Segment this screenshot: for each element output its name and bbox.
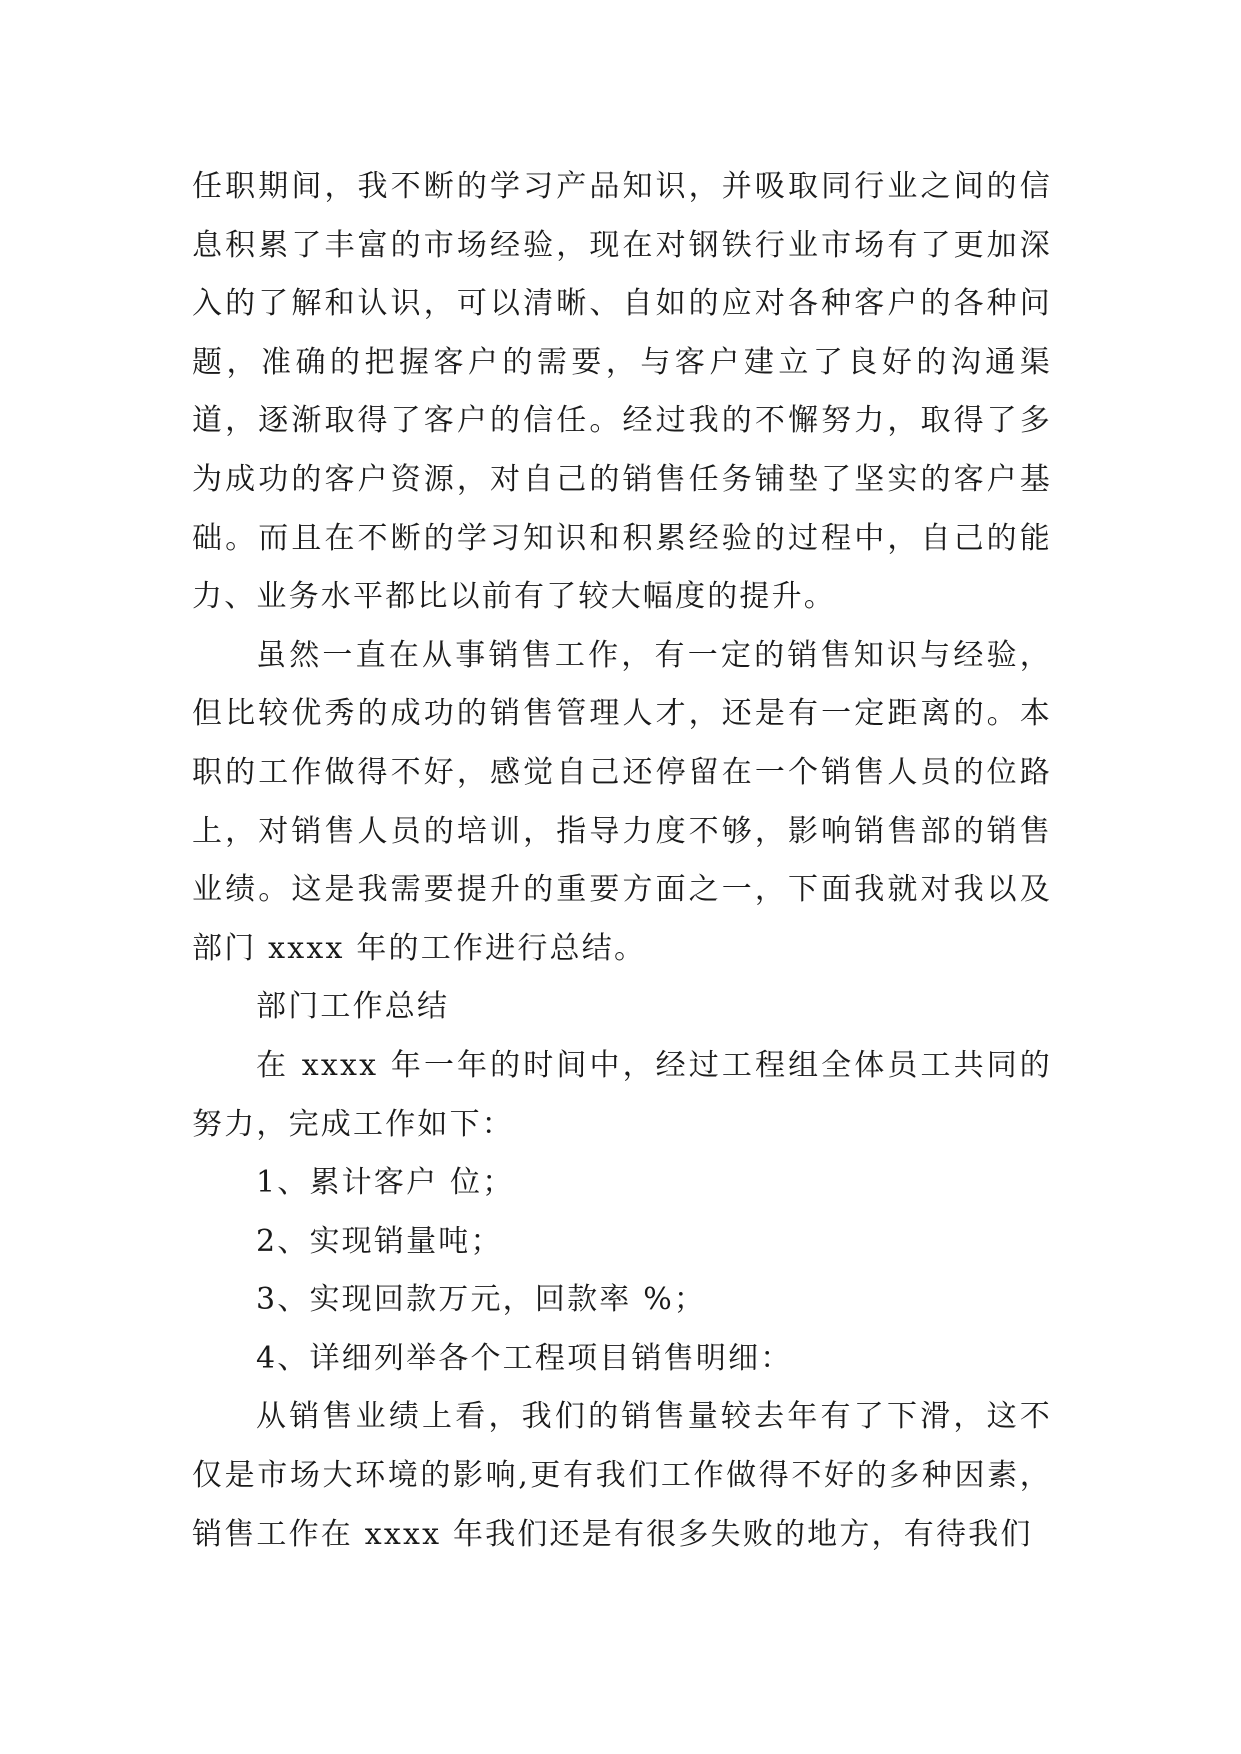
paragraph-1: 任职期间，我不断的学习产品知识，并吸取同行业之间的信息积累了丰富的市场经验，现在对钢铁行业市场有了更加深入的了解和认识，可以清晰、自如的应对各种客户的各种问题，准确的把握客户的需要，与客户建立了良好的沟通渠道，逐渐取得了客户的信任。经过我的不懈努力，取得了多为成功的客户资源，对自己的销售任务铺垫了坚实的客户基础。而且在不断的学习知识和积累经验的过程中，自己的能力、业务水平都比以前有了较大幅度的提升。 <box>192 169 1052 615</box>
document-body <box>192 158 1052 1564</box>
paragraph-2: 虽然一直在从事销售工作，有一定的销售知识与经验，但比较优秀的成功的销售管理人才，还是有一定距离的。本职的工作做得不好，感觉自己还停留在一个销售人员的位路上，对销售人员的培训，指导力度不够，影响销售部的销售业绩。这是我需要提升的重要方面之一，下面我就对我以及部门 xxxx 年的工作进行总结。 <box>192 637 1052 966</box>
list-item-2: 2、实现销量吨； <box>256 1223 503 1259</box>
list-item-3: 3、实现回款万元，回款率 %； <box>256 1282 707 1318</box>
section-heading: 部门工作总结 <box>256 989 450 1025</box>
paragraph-3: 在 xxxx 年一年的时间中，经过工程组全体员工共同的努力，完成工作如下： <box>192 1047 1052 1142</box>
paragraph-4: 从销售业绩上看，我们的销售量较去年有了下滑，这不仅是市场大环境的影响,更有我们工作做得不好的多种因素，销售工作在 xxxx 年我们还是有很多失败的地方，有待我们 <box>192 1399 1052 1552</box>
list-item-4: 4、详细列举各个工程项目销售明细： <box>256 1340 793 1376</box>
list-item-1: 1、累计客户 位； <box>256 1165 515 1201</box>
